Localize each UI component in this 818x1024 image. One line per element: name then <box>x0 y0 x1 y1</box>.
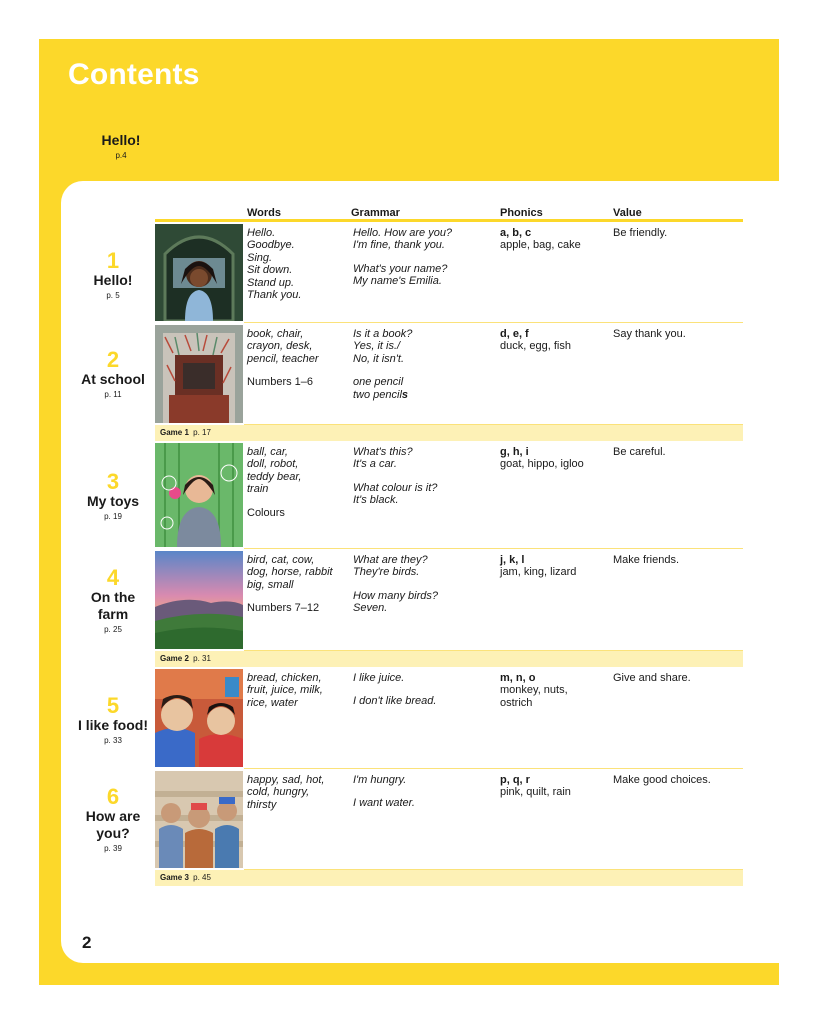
phonics-words: apple, bag, cake <box>500 239 581 252</box>
unit-page: p. 39 <box>104 844 122 853</box>
grammar-line: No, it isn't. <box>353 352 405 365</box>
grammar-line: They're birds. <box>353 566 420 579</box>
word-line: Colours <box>247 506 285 519</box>
grammar-line: one pencil <box>353 376 404 389</box>
unit-photo <box>155 224 243 321</box>
unit-number: 4 <box>106 565 120 590</box>
line-gap <box>247 591 333 602</box>
unit-label[interactable] <box>70 349 156 399</box>
unit-number: 1 <box>106 248 120 273</box>
phonics-cell <box>500 672 568 709</box>
grammar-line: My name's Emilia. <box>353 275 442 288</box>
unit-name: On the <box>90 589 136 605</box>
page-title: Contents <box>68 58 200 91</box>
unit-row <box>155 441 743 549</box>
grammar-line: Hello. How are you? <box>353 227 453 239</box>
word-line: Thank you. <box>247 289 302 302</box>
line-gap <box>247 496 301 507</box>
line-gap <box>353 786 415 797</box>
phonics-words: ostrich <box>500 696 533 709</box>
grammar-line: It's black. <box>353 494 399 507</box>
header-phonics: Phonics <box>500 207 543 219</box>
word-line: bird, cat, cow, <box>247 554 315 566</box>
word-line: bread, chicken, <box>247 672 322 684</box>
phonics-letters: j, k, l <box>500 554 525 566</box>
grammar-cell <box>353 774 415 810</box>
line-gap <box>353 252 452 263</box>
unit-label[interactable] <box>70 695 156 745</box>
word-line: dog, horse, rabbit <box>247 566 333 579</box>
unit-name: Hello! <box>93 272 133 288</box>
phonics-cell <box>500 446 584 471</box>
phonics-words: duck, egg, fish <box>500 340 571 353</box>
word-line: Goodbye. <box>247 239 295 252</box>
line-gap <box>247 365 319 376</box>
word-line: happy, sad, hot, <box>247 774 325 786</box>
unit-name: farm <box>97 606 129 622</box>
grammar-line: two pencils <box>353 388 409 401</box>
unit-photo <box>155 443 243 547</box>
grammar-line: I'm fine, thank you. <box>353 239 445 252</box>
game-bar[interactable] <box>155 870 743 886</box>
unit-page: p. 25 <box>104 625 122 634</box>
unit-name: How are <box>85 808 141 824</box>
intro-unit-name: Hello! <box>101 132 141 148</box>
game-page: p. 31 <box>193 654 211 663</box>
word-line: thirsty <box>247 798 277 811</box>
unit-label[interactable] <box>70 567 156 634</box>
unit-row <box>155 549 743 651</box>
unit-row <box>155 769 743 870</box>
word-line: Sing. <box>247 251 273 264</box>
phonics-cell <box>500 328 571 353</box>
grammar-cell <box>353 446 437 507</box>
phonics-letters: d, e, f <box>500 328 529 340</box>
grammar-line: What's this? <box>353 446 413 458</box>
intro-unit-page: p.4 <box>115 151 127 160</box>
word-line: teddy bear, <box>247 470 302 483</box>
word-line: cold, hungry, <box>247 786 310 799</box>
unit-label[interactable] <box>70 250 156 300</box>
word-line: doll, robot, <box>247 458 299 471</box>
phonics-letters: m, n, o <box>500 672 536 684</box>
phonics-words: monkey, nuts, <box>500 684 568 697</box>
line-gap <box>353 471 437 482</box>
grammar-line: I'm hungry. <box>353 774 407 786</box>
grammar-line: Seven. <box>353 602 388 615</box>
unit-photo <box>155 551 243 649</box>
words-cell <box>247 554 333 615</box>
grammar-line: What are they? <box>353 554 428 566</box>
word-line: Numbers 7–12 <box>247 602 320 615</box>
header-grammar: Grammar <box>351 207 400 219</box>
grammar-cell <box>353 328 412 401</box>
unit-name: At school <box>81 371 145 387</box>
grammar-line: It's a car. <box>353 458 397 471</box>
unit-label[interactable] <box>70 786 156 853</box>
phonics-cell <box>500 554 576 579</box>
unit-page: p. 19 <box>104 512 122 521</box>
plural-suffix: s <box>401 388 409 401</box>
phonics-words: jam, king, lizard <box>500 566 577 579</box>
word-line: Numbers 1–6 <box>247 376 314 389</box>
game-page: p. 17 <box>193 428 211 437</box>
unit-photo <box>155 771 243 868</box>
word-line: big, small <box>247 578 294 591</box>
unit-number: 2 <box>106 347 120 372</box>
grammar-line: I want water. <box>353 797 415 810</box>
line-gap <box>353 365 412 376</box>
grammar-cell <box>353 672 436 708</box>
unit-photo <box>155 669 243 767</box>
words-cell <box>247 446 301 519</box>
unit-row <box>155 323 743 425</box>
header-value: Value <box>613 207 642 219</box>
unit-page: p. 5 <box>106 291 120 300</box>
unit-number: 6 <box>106 784 120 809</box>
unit-number: 3 <box>106 469 120 494</box>
value-cell: Make good choices. <box>613 774 711 786</box>
header-words: Words <box>247 207 282 219</box>
grammar-line: I like juice. <box>353 672 405 684</box>
unit-row <box>155 222 743 323</box>
unit-name: My toys <box>86 493 140 509</box>
grammar-line: How many birds? <box>353 589 438 602</box>
grammar-cell <box>353 554 438 615</box>
grammar-line: I don't like bread. <box>353 695 437 708</box>
phonics-cell <box>500 774 571 799</box>
phonics-cell <box>500 227 581 252</box>
words-cell <box>247 672 323 709</box>
game-label: Game 3 <box>160 873 189 882</box>
grammar-line: What colour is it? <box>353 481 438 494</box>
word-line: ball, car, <box>247 446 288 458</box>
unit-label[interactable] <box>70 471 156 521</box>
phonics-letters: a, b, c <box>500 227 532 239</box>
game-label: Game 1 <box>160 428 189 437</box>
game-bar[interactable] <box>155 425 743 441</box>
unit-page: p. 11 <box>104 390 122 399</box>
word-line: book, chair, <box>247 328 304 340</box>
words-cell <box>247 774 324 811</box>
unit-page: p. 33 <box>104 736 122 745</box>
grammar-line: What's your name? <box>353 262 448 275</box>
intro-unit[interactable] <box>80 132 162 160</box>
unit-row <box>155 667 743 769</box>
unit-name: you? <box>96 825 130 841</box>
word-line: Hello. <box>247 227 276 239</box>
unit-name: I like food! <box>78 717 148 733</box>
words-cell <box>247 227 301 301</box>
word-line: crayon, desk, <box>247 340 313 353</box>
word-line: Sit down. <box>247 264 293 277</box>
word-line: train <box>247 483 269 496</box>
page-number: 2 <box>82 933 92 952</box>
phonics-letters: g, h, i <box>500 446 529 458</box>
words-cell <box>247 328 319 389</box>
game-bar[interactable] <box>155 651 743 667</box>
grammar-cell <box>353 227 452 288</box>
unit-number: 5 <box>106 693 120 718</box>
value-cell: Make friends. <box>613 554 680 566</box>
phonics-letters: p, q, r <box>500 774 530 786</box>
phonics-words: goat, hippo, igloo <box>500 458 584 471</box>
column-headers <box>0 207 818 219</box>
grammar-line: Yes, it is./ <box>353 340 401 353</box>
game-page: p. 45 <box>193 873 211 882</box>
word-line: fruit, juice, milk, <box>247 684 323 697</box>
line-gap <box>353 579 438 590</box>
word-line: Stand up. <box>247 276 295 289</box>
word-line: rice, water <box>247 696 298 709</box>
value-cell: Be friendly. <box>613 227 668 239</box>
phonics-words: pink, quilt, rain <box>500 786 571 799</box>
value-cell: Be careful. <box>613 446 666 458</box>
value-cell: Give and share. <box>613 672 691 684</box>
grammar-line: Is it a book? <box>353 328 413 340</box>
game-label: Game 2 <box>160 654 189 663</box>
word-line: pencil, teacher <box>247 352 319 365</box>
unit-photo <box>155 325 243 423</box>
line-gap <box>353 684 436 695</box>
value-cell: Say thank you. <box>613 328 686 340</box>
